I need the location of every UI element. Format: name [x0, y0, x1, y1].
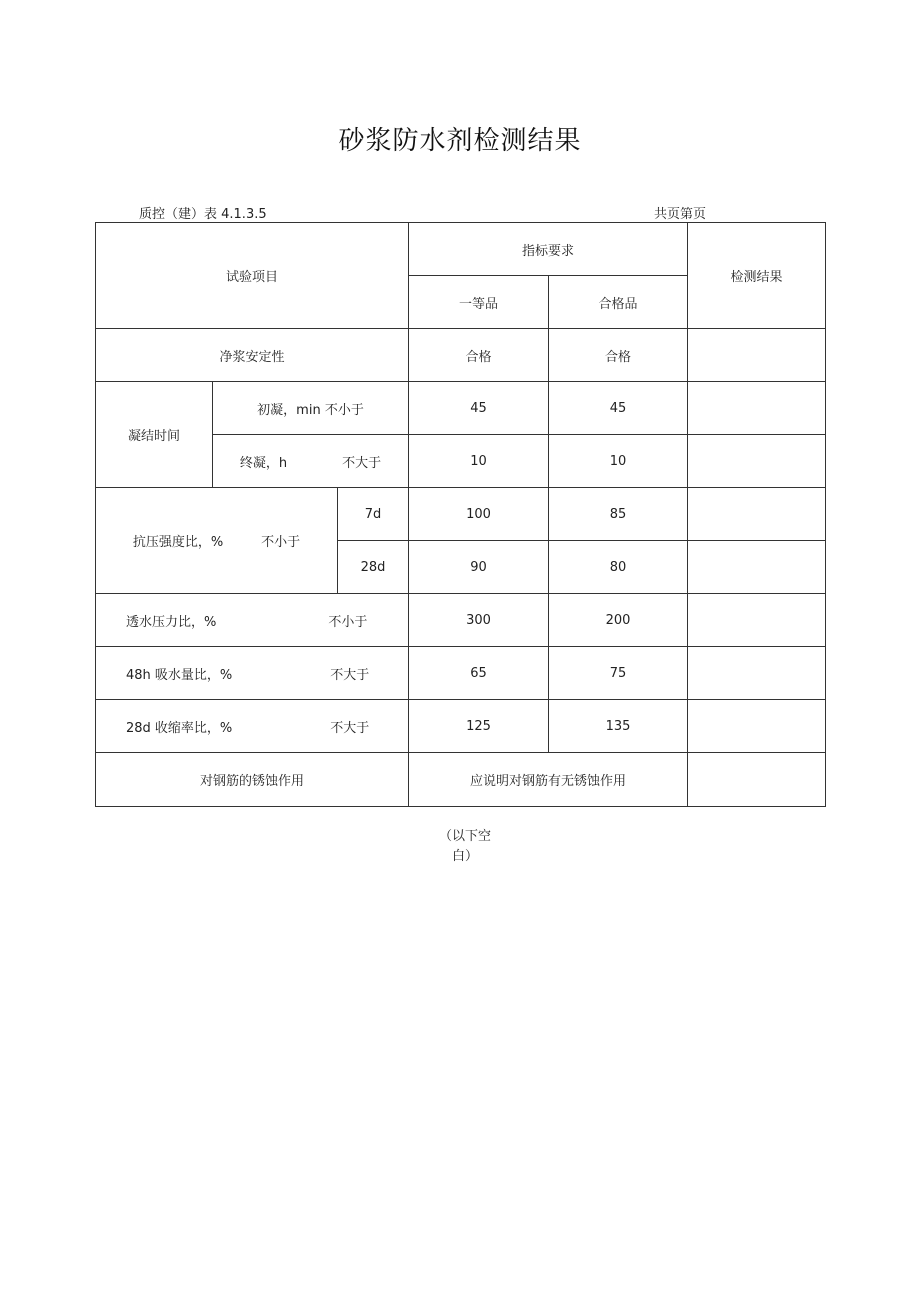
shrinkage-result — [688, 700, 826, 753]
initial-setting-qualified: 45 — [549, 382, 688, 435]
shrinkage-first: 125 — [409, 700, 549, 753]
corrosion-label: 对钢筋的锈蚀作用 — [96, 753, 409, 807]
blank-below-line2: 白） — [451, 849, 478, 864]
compressive-7d-qualified: 85 — [549, 488, 688, 541]
initial-setting-result — [688, 382, 826, 435]
absorption-cell — [96, 647, 409, 700]
shrinkage-limit: 不大于 — [330, 720, 370, 736]
index-requirement-header: 指标要求 — [409, 223, 688, 276]
stability-label: 净浆安定性 — [96, 329, 409, 382]
blank-below-line1: （以下空 — [438, 829, 491, 844]
table-row — [96, 700, 826, 753]
final-setting-cell — [213, 435, 409, 488]
first-grade-header: 一等品 — [409, 276, 549, 329]
compressive-28d-first: 90 — [409, 541, 549, 594]
water-pressure-qualified: 200 — [549, 594, 688, 647]
final-setting-limit: 不大于 — [342, 455, 382, 471]
compressive-limit: 不小于 — [261, 535, 301, 550]
final-setting-label: 终凝，h — [239, 455, 288, 471]
results-table — [95, 222, 826, 807]
compressive-28d-label: 28d — [338, 541, 409, 594]
absorption-result — [688, 647, 826, 700]
absorption-limit: 不大于 — [330, 667, 370, 683]
absorption-label: 48h 吸水量比，% — [126, 667, 233, 683]
shrinkage-qualified: 135 — [549, 700, 688, 753]
compressive-7d-label: 7d — [338, 488, 409, 541]
table-row — [96, 647, 826, 700]
corrosion-requirement: 应说明对钢筋有无锈蚀作用 — [409, 753, 688, 807]
blank-below-note — [430, 827, 500, 867]
absorption-qualified: 75 — [549, 647, 688, 700]
initial-setting-label: 初凝，min 不小于 — [213, 382, 409, 435]
table-row — [96, 594, 826, 647]
stability-qualified: 合格 — [549, 329, 688, 382]
compressive-28d-result — [688, 541, 826, 594]
water-pressure-first: 300 — [409, 594, 549, 647]
shrinkage-label: 28d 收缩率比，% — [126, 720, 233, 736]
page-title: 砂浆防水剂检测结果 — [338, 126, 582, 156]
corrosion-result — [688, 753, 826, 807]
water-pressure-cell — [96, 594, 409, 647]
shrinkage-cell — [96, 700, 409, 753]
stability-result — [688, 329, 826, 382]
table-row — [96, 329, 826, 382]
compressive-7d-first: 100 — [409, 488, 549, 541]
stability-first: 合格 — [409, 329, 549, 382]
compressive-7d-result — [688, 488, 826, 541]
compressive-label: 抗压强度比，% — [132, 535, 224, 550]
compressive-cell — [96, 488, 338, 594]
initial-setting-first: 45 — [409, 382, 549, 435]
water-pressure-label: 透水压力比，% — [126, 614, 217, 630]
table-row — [96, 753, 826, 807]
form-code: 质控（建）表 4.1.3.5 — [139, 207, 267, 222]
water-pressure-result — [688, 594, 826, 647]
absorption-first: 65 — [409, 647, 549, 700]
qualified-grade-header: 合格品 — [549, 276, 688, 329]
table-row — [96, 488, 826, 541]
compressive-28d-qualified: 80 — [549, 541, 688, 594]
result-header: 检测结果 — [688, 223, 826, 329]
final-setting-result — [688, 435, 826, 488]
setting-label: 凝结时间 — [96, 382, 213, 488]
final-setting-first: 10 — [409, 435, 549, 488]
test-item-header: 试验项目 — [96, 223, 409, 329]
header-row — [96, 223, 826, 276]
table-row — [96, 382, 826, 435]
final-setting-qualified: 10 — [549, 435, 688, 488]
page-info: 共页第页 — [654, 207, 707, 222]
water-pressure-limit: 不小于 — [328, 614, 368, 630]
